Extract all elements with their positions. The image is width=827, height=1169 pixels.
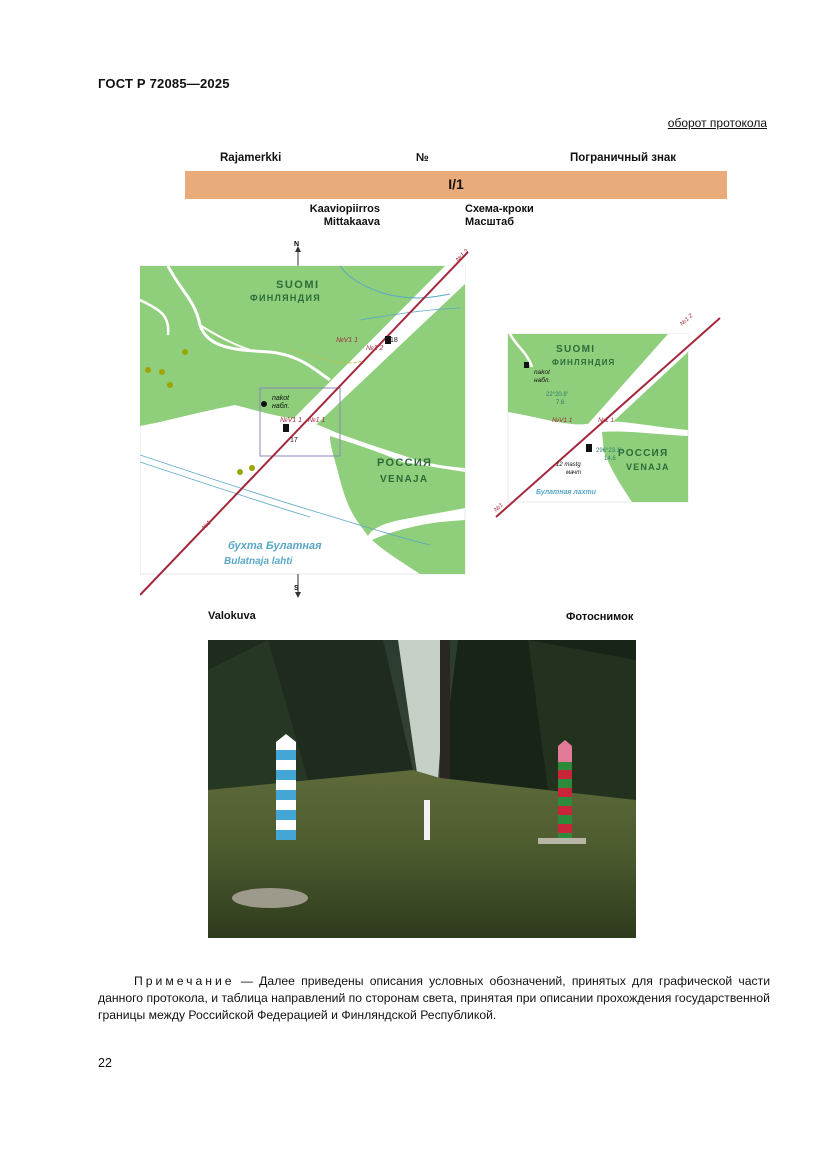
bay-fi-label: Bulatnaja lahti [224, 556, 293, 567]
north-arrow-icon [295, 246, 301, 266]
reverse-protocol-label: оборот протокола [667, 116, 767, 130]
observation-icon [261, 401, 267, 407]
detail-post-fi: 12 mastg [556, 462, 581, 468]
page-number: 22 [98, 1056, 112, 1070]
russia-ru-label: РОССИЯ [377, 457, 433, 469]
detail-bay: Булатная лахти [536, 489, 597, 496]
detail-marker-icon [586, 444, 592, 452]
scale-ru-line1: Схема-кроки [465, 203, 534, 215]
detail-venaja: VENAJA [626, 462, 670, 472]
detail-dist1: 7.6 [556, 400, 565, 406]
header-fi-label: Rajamerkki [220, 152, 282, 164]
detail-post-ru: мачт [566, 470, 582, 476]
header-ru-label: Пограничный знак [570, 152, 677, 164]
label-ru-i1: №1 1 [308, 417, 326, 424]
line-bottom-label: №1 [201, 520, 213, 532]
photo-fi-label: Valokuva [208, 610, 256, 622]
scale-ru-caption [465, 203, 534, 229]
scale-fi-line1: Kaaviopiirros [309, 203, 380, 215]
bay-ru-label: бухта Булатная [228, 540, 322, 552]
detail-finland-ru: ФИНЛЯНДИЯ [552, 358, 616, 367]
label-fi-v1: №V1 1 [336, 337, 358, 344]
detail-obs-fi: nakot [534, 369, 550, 376]
number-17: 17 [290, 437, 298, 444]
photo-ru-label: Фотоснимок [566, 611, 634, 623]
finland-ru-label: ФИНЛЯНДИЯ [250, 293, 321, 303]
document-code: ГОСТ Р 72085—2025 [98, 76, 230, 91]
note-paragraph [98, 973, 770, 1024]
center-marker-post [424, 800, 430, 840]
line-top-label: №1 3 [455, 248, 470, 264]
detail-angle2: 296°23.1' [596, 448, 622, 454]
detail-obs-ru: набл. [534, 377, 551, 384]
detail-angle1: 22°20.8' [546, 392, 568, 398]
detail-label-ru: №1 1 [598, 417, 615, 424]
marker-number: I/1 [448, 176, 464, 192]
detail-russia-ru: РОССИЯ [618, 448, 669, 459]
detail-line-top: №1 2 [679, 313, 695, 328]
detail-suomi: SUOMI [556, 344, 596, 355]
main-map [140, 240, 485, 605]
detail-label-fi: №V1 1 [552, 417, 573, 424]
marker-17-icon [283, 424, 289, 432]
scale-ru-line2: Масштаб [465, 216, 515, 228]
scale-fi-caption [250, 203, 380, 229]
detail-map [492, 312, 722, 522]
observation-ru: набл. [272, 403, 290, 410]
observation-fi: nakot [272, 395, 290, 402]
note-title: Примечание [134, 974, 235, 988]
detail-observation-icon [524, 362, 529, 368]
suomi-label: SUOMI [276, 279, 320, 291]
rock [232, 888, 308, 908]
marker-number-bar [185, 171, 727, 199]
north-label: N [294, 241, 300, 248]
detail-dist2: 14.6 [604, 456, 616, 462]
venaja-label: VENAJA [380, 474, 429, 485]
label-fi-i1: №V1 1 [280, 417, 302, 424]
header-number-label: № [416, 152, 429, 164]
number-18: 18 [390, 337, 398, 344]
note-text: — Далее приведены описания условных обозначений, принятых для графической части данного протокола, и таблица направлений по сторонам света, принятая при описании прохождения государственной границы между Российской Федерацией и Финляндской Республикой. [98, 974, 770, 1022]
label-ru-v2: №1 2 [366, 345, 384, 352]
detail-line-bottom: №1 [493, 502, 505, 514]
finnish-border-post [276, 734, 296, 840]
south-label: S [294, 585, 299, 592]
boundary-marker-photo [208, 640, 636, 938]
scale-fi-line2: Mittakaava [323, 216, 380, 228]
